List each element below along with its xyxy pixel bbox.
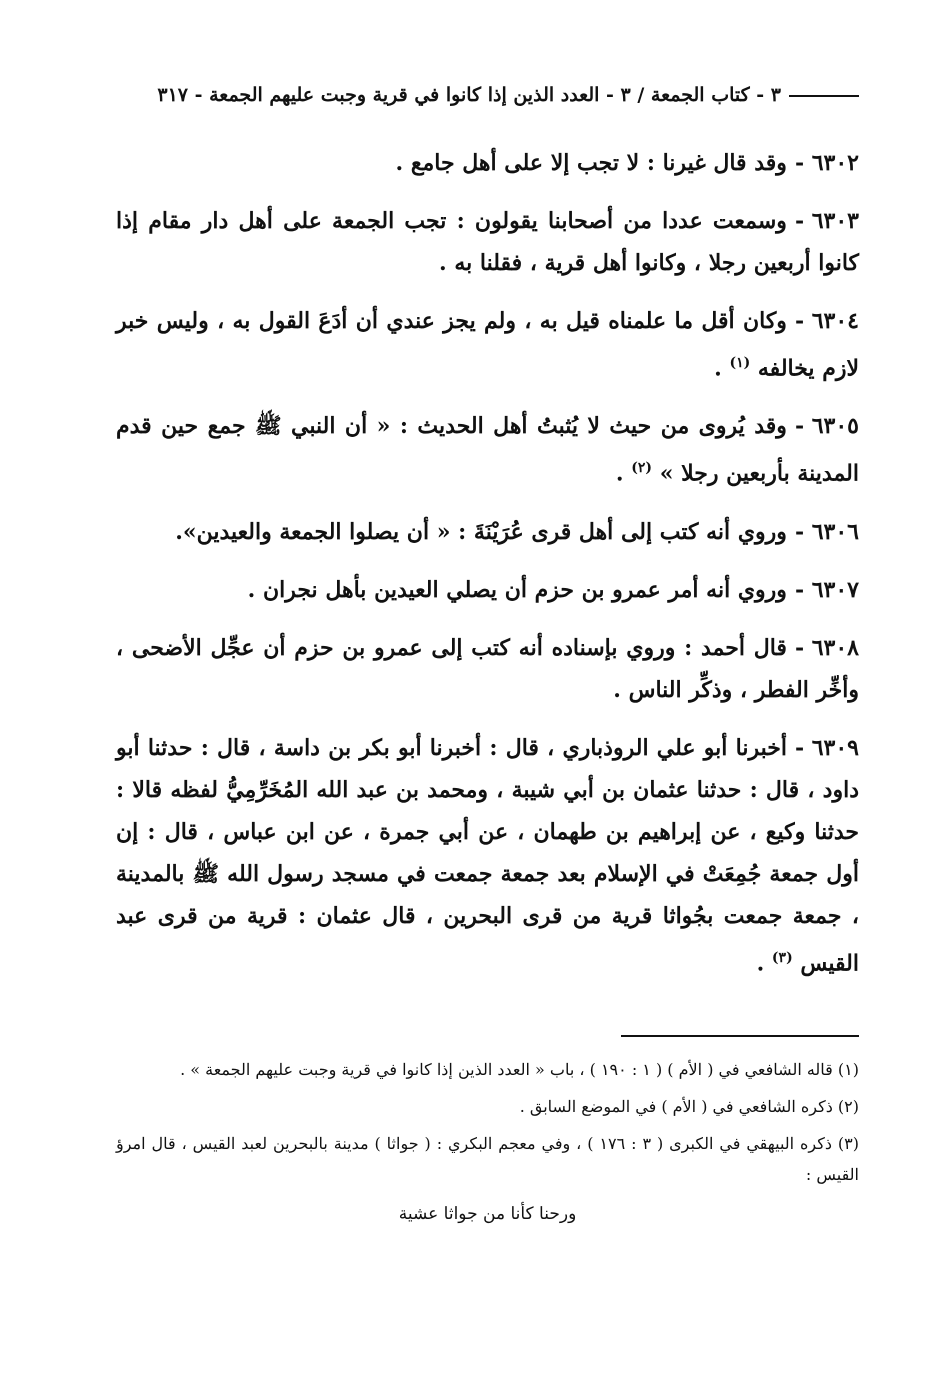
paragraph-6303	[116, 200, 859, 284]
paragraph-6302	[116, 142, 859, 184]
footnote-ref[interactable]: (١)	[729, 355, 751, 371]
paragraph-text: وروي أنه كتب إلى أهل قرى عُرَيْنَةَ : « أن يصلوا الجمعة والعيدين».	[175, 518, 787, 545]
paragraph-6307	[116, 569, 859, 611]
footnote-1: (١) قاله الشافعي في ( الأم ) ( ١ : ١٩٠ ) ، باب « العدد الذين إذا كانوا في قرية وجبت عليهم الجمعة » .	[180, 1060, 859, 1079]
paragraph-6305	[116, 405, 859, 494]
footnote-ref[interactable]: (٣)	[771, 949, 793, 966]
paragraph-text: وروي أنه أمر عمرو بن حزم أن يصلي العيدين بأهل نجران .	[247, 576, 787, 603]
paragraph-number: ٦٣٠٤ -	[794, 308, 859, 334]
paragraph-number: ٦٣٠٨ -	[794, 634, 859, 661]
paragraph-text: وقد يُروى من حيث لا يُثبتُ أهل الحديث : « أن النبي ﷺ جمع حين قدم المدينة بأربعين رجلا »	[116, 413, 859, 487]
footnote-2: (٢) ذكره الشافعي في ( الأم ) في الموضع السابق .	[519, 1097, 859, 1116]
paragraph-number: ٦٣٠٧ -	[794, 576, 859, 603]
paragraph-number: ٦٣٠٥ -	[794, 413, 859, 440]
paragraph-tail: .	[615, 460, 632, 487]
running-title: ٣ - كتاب الجمعة / ٣ - العدد الذين إذا كانوا في قرية وجبت عليهم الجمعة - ٣١٧	[157, 84, 781, 106]
header-rule	[789, 95, 859, 97]
poetry-verse: ورحنا كأنا من جواثا عشية	[398, 1204, 577, 1224]
paragraph-6304	[116, 300, 859, 389]
footnotes	[116, 1054, 859, 1224]
paragraph-number: ٦٣٠٩ -	[794, 734, 859, 761]
footnote-separator	[621, 1035, 859, 1037]
paragraph-6309	[116, 727, 859, 984]
paragraph-number: ٦٣٠٣ -	[794, 208, 859, 234]
paragraph-text: وقد قال غيرنا : لا تجب إلا على أهل جامع .	[395, 150, 787, 176]
main-text	[116, 142, 859, 1000]
footnote-3: (٣) ذكره البيهقي في الكبرى ( ٣ : ١٧٦ ) ، وفي معجم البكري : ( جواثا ) مدينة بالبحرين لعبد القيس ، قال امرؤ القيس :	[116, 1134, 860, 1184]
paragraph-text: وكان أقل ما علمناه قيل به ، ولم يجز عندي أن أدَعَ القول به ، وليس خبر لازم يخالفه	[116, 308, 859, 382]
paragraph-number: ٦٣٠٦ -	[794, 518, 859, 545]
paragraph-number: ٦٣٠٢ -	[794, 150, 859, 176]
paragraph-6306	[116, 511, 859, 553]
paragraph-text: قال أحمد : وروي بإسناده أنه كتب إلى عمرو بن حزم أن عجِّل الأضحى ، وأخِّر الفطر ، وذكِّر الناس .	[116, 634, 859, 703]
paragraph-tail: .	[756, 949, 772, 976]
paragraph-text: وسمعت عددا من أصحابنا يقولون : تجب الجمعة على أهل دار مقام إذا كانوا أربعين رجلا ، وكانوا أهل قرية ، فقلنا به .	[116, 208, 859, 276]
paragraph-6308	[116, 627, 859, 711]
paragraph-text: أخبرنا أبو علي الروذباري ، قال : أخبرنا أبو بكر بن داسة ، قال : حدثنا أبو داود ، قال : حدثنا عثمان بن أبي شيبة ، ومحمد بن عبد الله المُخَرِّمِيُّ لفظه قالا : حدثنا وكيع ، عن إبراهيم بن طهمان ، عن أبي جمرة ، عن ابن عباس ، قال : إن أول جمعة جُمِعَتْ في الإسلام بعد جمعة جمعت في مسجد رسول الله ﷺ بالمدينة ، جمعة جمعت بجُواثا قرية من قرى البحرين ، قال عثمان : قرية من قرى عبد القيس	[116, 734, 859, 976]
footnote-ref[interactable]: (٢)	[631, 460, 653, 477]
running-header	[116, 84, 859, 106]
paragraph-tail: .	[714, 355, 730, 382]
